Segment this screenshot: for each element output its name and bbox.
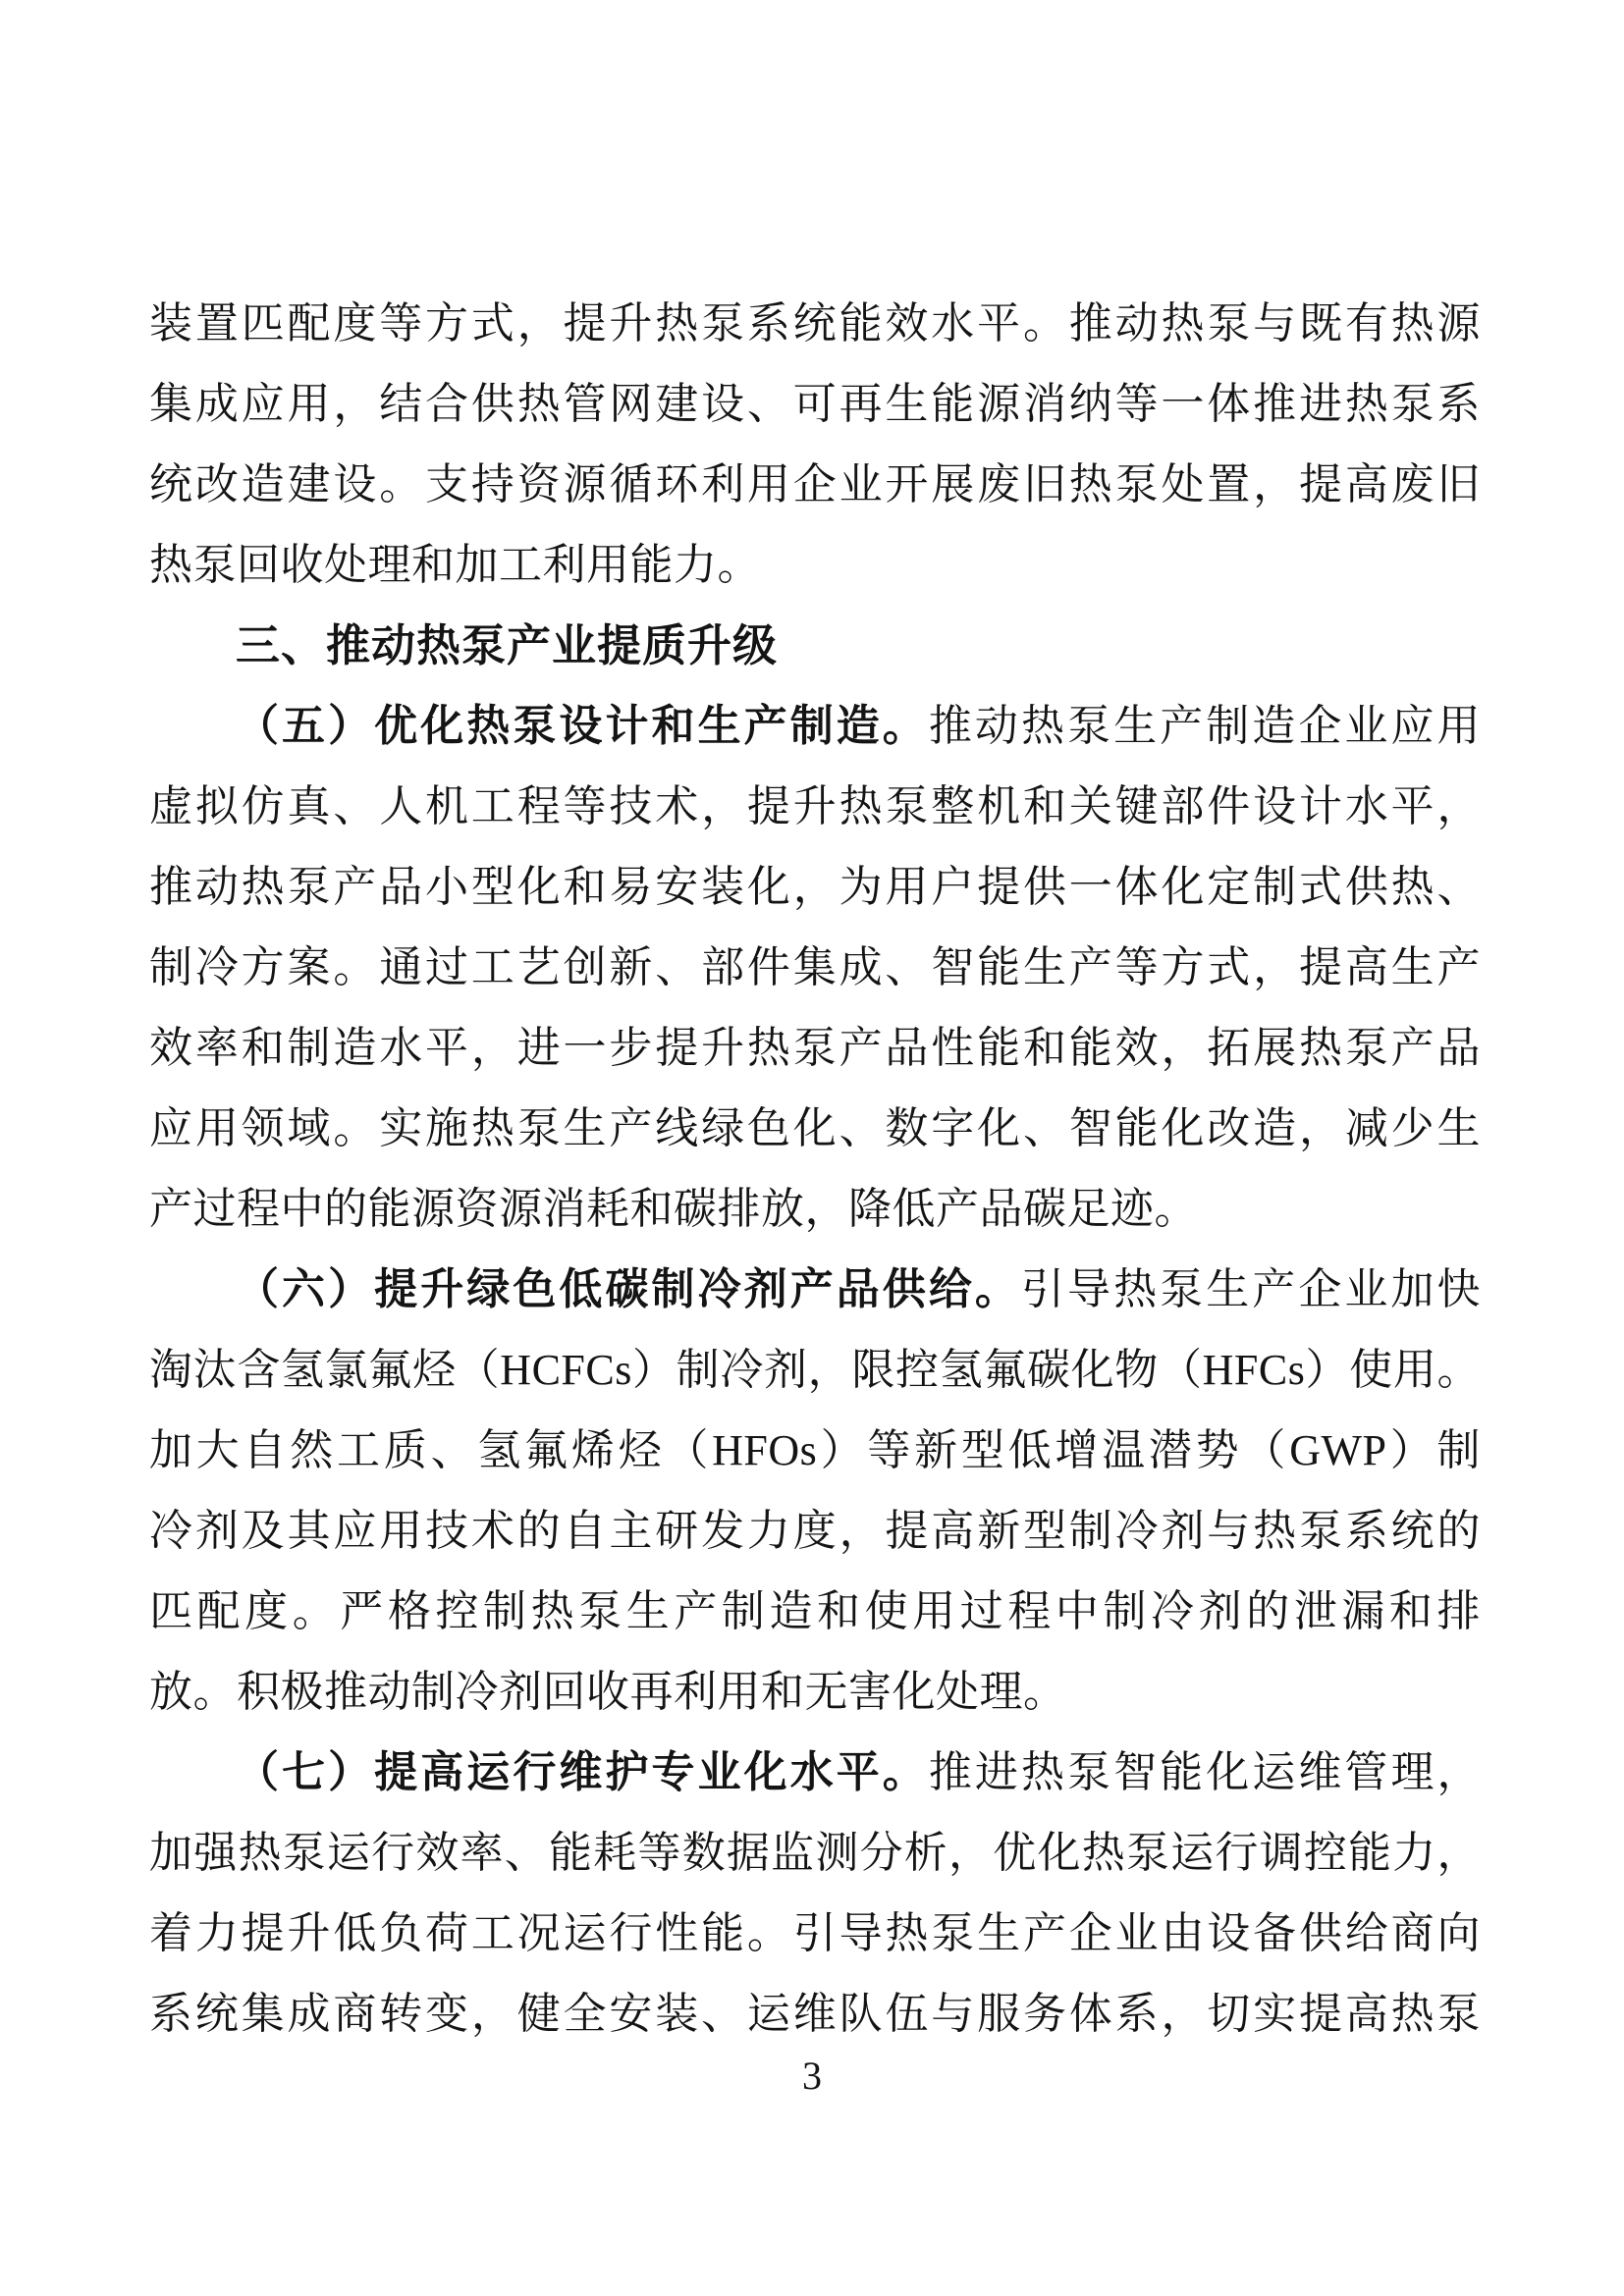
item-6-text: 引导热泵生产企业加快	[1020, 1265, 1482, 1313]
text-line: 应用领域。实施热泵生产线绿色化、数字化、智能化改造，减少生	[149, 1104, 1481, 1152]
text-line: 匹配度。严格控制热泵生产制造和使用过程中制冷剂的泄漏和排	[149, 1587, 1481, 1635]
item-5-text: 推动热泵生产制造企业应用	[928, 702, 1482, 750]
text-line: 热泵回收处理和加工利用能力。	[149, 541, 761, 589]
section-heading: 三、推动热泵产业提质升级	[236, 619, 779, 671]
text-line: 加强热泵运行效率、能耗等数据监测分析，优化热泵运行调控能力，	[149, 1829, 1481, 1877]
item-7-lead: （七）提高运行维护专业化水平。	[236, 1748, 929, 1796]
item-5-first-line	[149, 686, 1481, 767]
text-line: 制冷方案。通过工艺创新、部件集成、智能生产等方式，提高生产	[149, 943, 1481, 991]
item-7-first-line	[149, 1733, 1481, 1813]
text-line: 着力提升低负荷工况运行性能。引导热泵生产企业由设备供给商向	[149, 1909, 1481, 1957]
item-6-first-line	[149, 1250, 1481, 1330]
page-number: 3	[802, 2054, 822, 2098]
text-line: 冷剂及其应用技术的自主研发力度，提高新型制冷剂与热泵系统的	[149, 1507, 1481, 1555]
item-5-lead: （五）优化热泵设计和生产制造。	[236, 702, 929, 750]
document-content	[149, 284, 1481, 2055]
item-7-text: 推进热泵智能化运维管理，	[928, 1748, 1482, 1796]
text-line: 放。积极推动制冷剂回收再利用和无害化处理。	[149, 1668, 1067, 1716]
text-line: 集成应用，结合供热管网建设、可再生能源消纳等一体推进热泵系	[149, 380, 1481, 428]
text-line: 统改造建设。支持资源循环利用企业开展废旧热泵处置，提高废旧	[149, 460, 1481, 508]
text-line: 加大自然工质、氢氟烯烃（HFOs）等新型低增温潜势（GWP）制	[149, 1426, 1481, 1474]
text-line: 效率和制造水平，进一步提升热泵产品性能和能效，拓展热泵产品	[149, 1024, 1481, 1072]
text-line: 推动热泵产品小型化和易安装化，为用户提供一体化定制式供热、	[149, 863, 1481, 911]
item-6-lead: （六）提升绿色低碳制冷剂产品供给。	[236, 1265, 1021, 1313]
text-line: 装置匹配度等方式，提升热泵系统能效水平。推动热泵与既有热源	[149, 299, 1481, 347]
text-line: 产过程中的能源资源消耗和碳排放，降低产品碳足迹。	[149, 1185, 1198, 1233]
text-line: 淘汰含氢氯氟烃（HCFCs）制冷剂，限控氢氟碳化物（HFCs）使用。	[149, 1346, 1481, 1394]
text-line: 系统集成商转变，健全安装、运维队伍与服务体系，切实提高热泵	[149, 1990, 1481, 2038]
text-line: 虚拟仿真、人机工程等技术，提升热泵整机和关键部件设计水平，	[149, 782, 1481, 830]
